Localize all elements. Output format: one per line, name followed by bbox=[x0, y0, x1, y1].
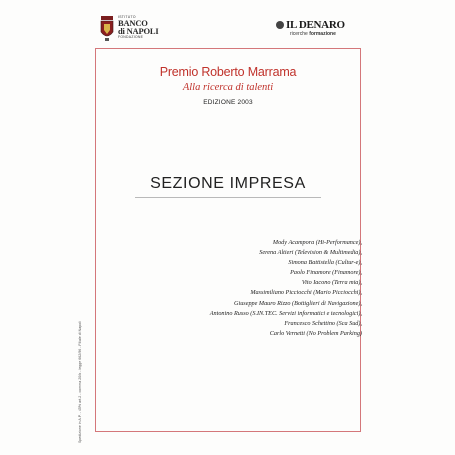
list-item: Serena Altieri (Television & Multimedia), bbox=[259, 249, 362, 257]
banco-di-napoli-logo bbox=[100, 15, 160, 47]
denaro-name: IL DENARO bbox=[286, 19, 345, 31]
denaro-mark-icon bbox=[276, 21, 284, 29]
section-divider bbox=[135, 197, 321, 198]
list-item: Simona Battistella (Cultur-e), bbox=[288, 259, 362, 267]
banco-name-line2: di NAPOLI bbox=[118, 26, 159, 36]
coat-of-arms-icon bbox=[100, 16, 114, 42]
list-item: Massimiliano Picciocchi (Mario Picciocchi), bbox=[250, 289, 362, 297]
section-title: SEZIONE IMPRESA bbox=[150, 175, 306, 192]
banco-wordmark bbox=[118, 15, 162, 39]
winners-list bbox=[180, 238, 362, 339]
list-item: Carlo Vernetti (No Problem Parking) bbox=[269, 329, 362, 337]
banco-name-line1: BANCO bbox=[118, 18, 148, 28]
banco-bottom-line: FONDAZIONE bbox=[118, 35, 144, 39]
edition-label: EDIZIONE 2003 bbox=[203, 99, 253, 106]
list-item: Antonino Russo (S.IN.TEC. Servizi informatici e tecnologici), bbox=[209, 309, 362, 317]
award-title: Premio Roberto Marrama bbox=[159, 65, 297, 79]
list-item: Vito Iacono (Terra mia), bbox=[301, 279, 362, 287]
denaro-subline: ricerche formazione bbox=[290, 31, 336, 37]
list-item: Giuseppe Mauro Rizzo (Bottiglieri di Navigazione), bbox=[234, 299, 362, 307]
il-denaro-logo bbox=[276, 20, 366, 44]
award-subtitle: Alla ricerca di talenti bbox=[182, 82, 274, 93]
list-item: Mody Acampora (Hi-Performance), bbox=[272, 239, 362, 246]
list-item: Francesco Schettino (Sca Sud), bbox=[284, 319, 362, 327]
postal-spine-text: Spedizione in A.P. - 45% art.2 - comma 20/b - legge 662/96 - Filiale di Napoli bbox=[78, 321, 82, 443]
banco-top-line: ISTITUTO bbox=[118, 15, 136, 19]
list-item: Paolo Finamore (Finamore), bbox=[290, 269, 362, 277]
